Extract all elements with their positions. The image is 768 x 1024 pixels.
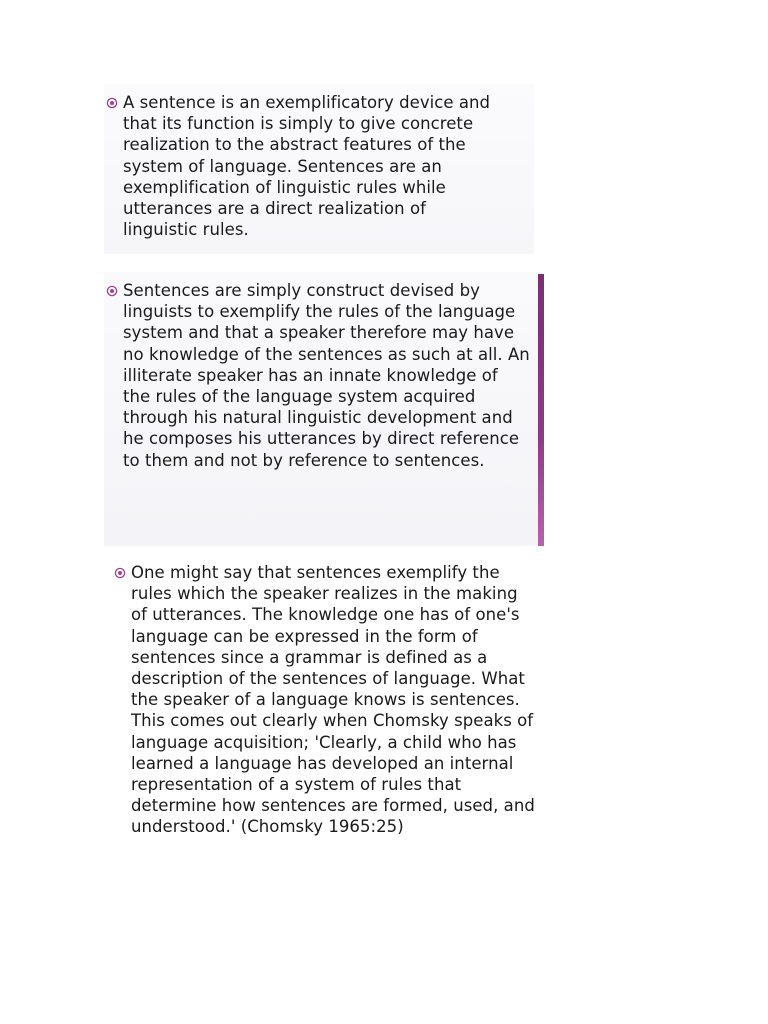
circled-dot-bullet-icon	[106, 285, 118, 297]
bullet-paragraph-2	[106, 280, 530, 471]
circled-dot-bullet-icon	[114, 567, 126, 579]
slide-excerpt-3	[110, 556, 550, 846]
bullet-paragraph-3	[114, 562, 535, 838]
paragraph-text-3: One might say that sentences exemplify the rules which the speaker realizes in the making of utterances. The knowledge one has of one's language can be expressed in the form of sentences since a grammar is defined as a description of the sentences of language. What the speaker of a language knows is sentences. This comes out clearly when Chomsky speaks of language acquisition; 'Clearly, a child who has learned a language has developed an internal representation of a system of rules that determine how sentences are formed, used, and understood.' (Chomsky 1965:25)	[131, 563, 535, 837]
circled-dot-bullet-icon	[106, 97, 118, 109]
slide-excerpt-1	[104, 84, 534, 254]
slide-accent-bar	[538, 274, 544, 546]
slide-excerpt-2	[104, 272, 544, 546]
bullet-paragraph-1	[106, 92, 490, 240]
paragraph-text-1: A sentence is an exemplificatory device and that its function is simply to give concrete realization to the abstract features of the system of language. Sentences are an exemplification of linguistic rules while utterances are a direct realization of linguistic rules.	[123, 93, 491, 240]
paragraph-text-2: Sentences are simply construct devised by linguists to exemplify the rules of the language system and that a speaker therefore may have no knowledge of the sentences as such at all. An illiterate speaker has an innate knowledge of the rules of the language system acquired through his natural linguistic development and he composes his utterances by direct reference to them and not by reference to sentences.	[123, 281, 530, 470]
